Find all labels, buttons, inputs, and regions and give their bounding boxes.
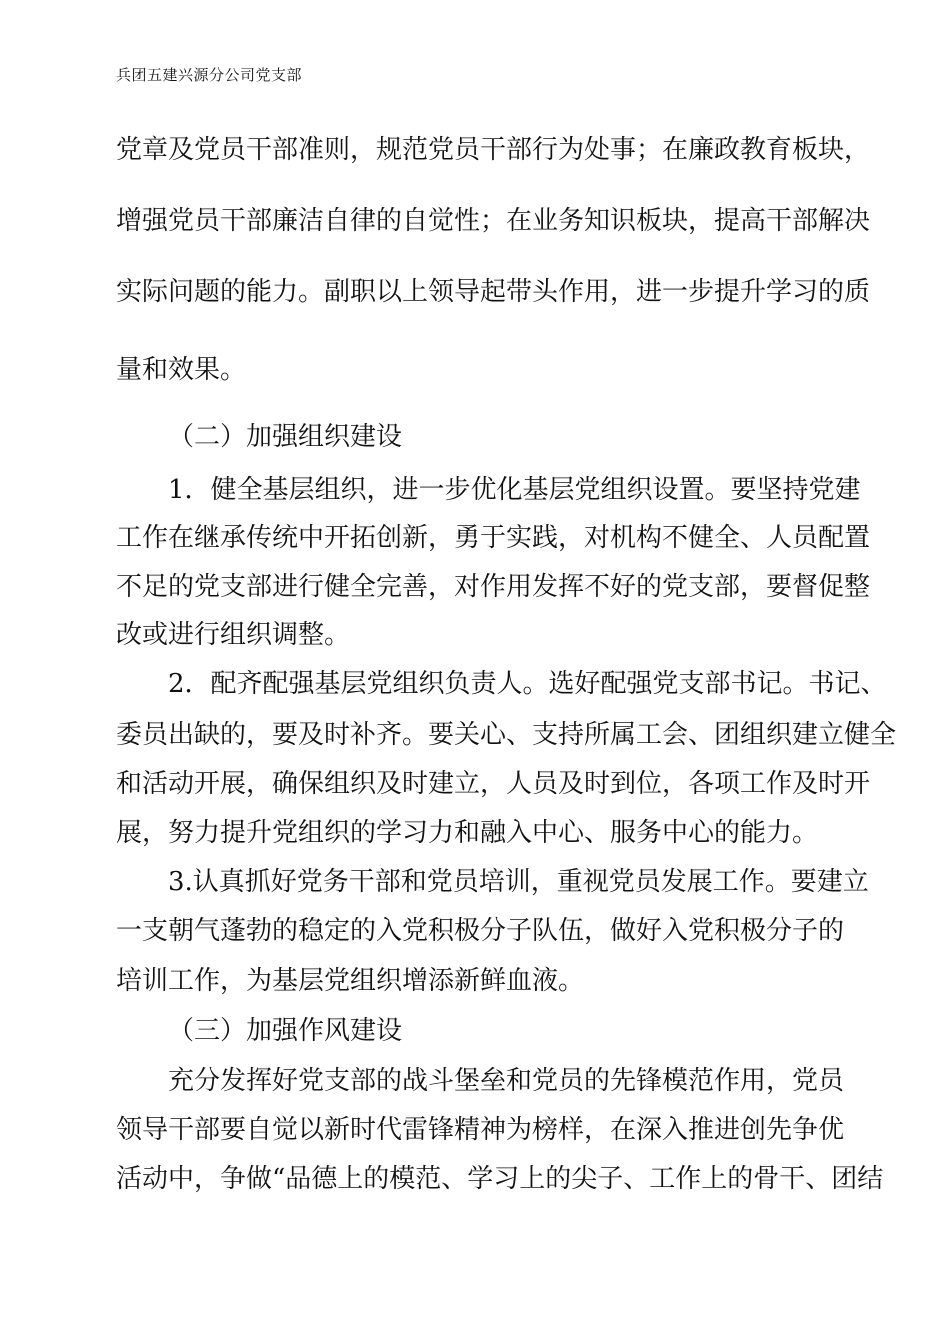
section-heading: （三）加强作风建设	[168, 1016, 403, 1046]
body-text-line: 和活动开展，确保组织及时建立，人员及时到位，各项工作及时开	[116, 769, 871, 799]
section-heading: （二）加强组织建设	[168, 422, 403, 452]
body-text-line: 充分发挥好党支部的战斗堡垒和党员的先锋模范作用，党员	[168, 1066, 845, 1096]
body-text-line: 增强党员干部廉洁自律的自觉性；在业务知识板块，提高干部解决	[116, 206, 871, 236]
body-text-line: 委员出缺的，要及时补齐。要关心、支持所属工会、团组织建立健全	[116, 720, 897, 750]
page-header: 兵团五建兴源分公司党支部	[116, 66, 303, 84]
body-text-line: 2．配齐配强基层党组织负责人。选好配强党支部书记。书记、	[168, 669, 887, 699]
body-text-line: 量和效果。	[116, 355, 247, 385]
body-text-line: 党章及党员干部准则，规范党员干部行为处事；在廉政教育板块，	[116, 135, 871, 165]
body-text-line: 不足的党支部进行健全完善，对作用发挥不好的党支部，要督促整	[116, 572, 871, 602]
body-text-line: 实际问题的能力。副职以上领导起带头作用，进一步提升学习的质	[116, 277, 871, 307]
body-text-line: 3.认真抓好党务干部和党员培训，重视党员发展工作。要建立	[168, 867, 869, 897]
body-text-line: 培训工作，为基层党组织增添新鲜血液。	[116, 966, 585, 996]
body-text-line: 改或进行组织调整。	[116, 620, 351, 650]
body-text-line: 展，努力提升党组织的学习力和融入中心、服务中心的能力。	[116, 818, 819, 848]
body-text-line: 一支朝气蓬勃的稳定的入党积极分子队伍，做好入党积极分子的	[116, 916, 845, 946]
body-text-line: 活动中，争做“品德上的模范、学习上的尖子、工作上的骨干、团结	[116, 1164, 884, 1194]
body-text-line: 1．健全基层组织，进一步优化基层党组织设置。要坚持党建	[168, 475, 861, 505]
body-text-line: 工作在继承传统中开拓创新，勇于实践，对机构不健全、人员配置	[116, 523, 871, 553]
body-text-line: 领导干部要自觉以新时代雷锋精神为榜样，在深入推进创先争优	[116, 1115, 845, 1145]
